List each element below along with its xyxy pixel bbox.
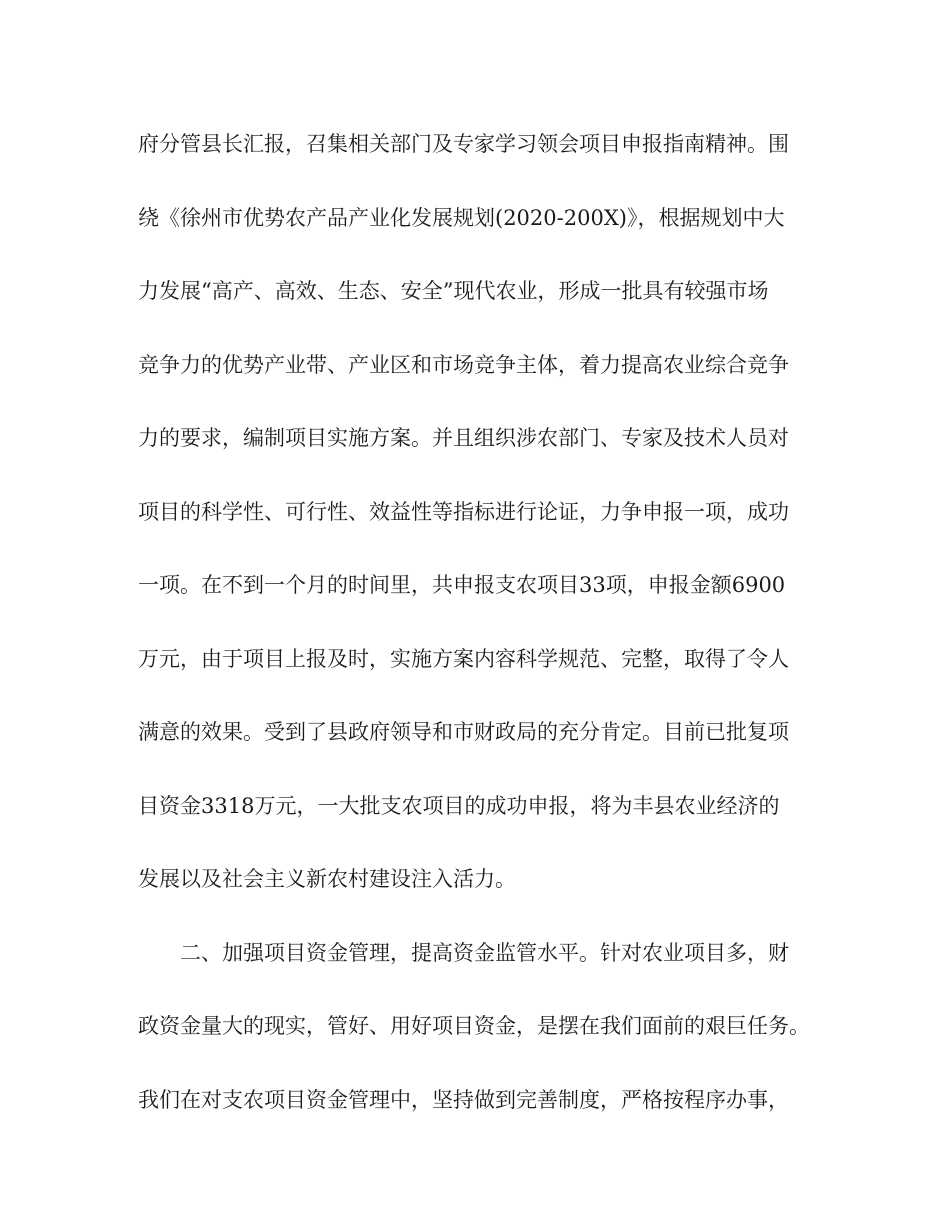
body-text-line: 一项。在不到一个月的时间里，共申报支农项目33项，申报金额6900	[138, 573, 786, 597]
body-text-line: 满意的效果。受到了县政府领导和市财政局的充分肯定。目前已批复项	[138, 720, 789, 744]
body-text-line: 发展以及社会主义新农村建设注入活力。	[138, 867, 516, 891]
body-text-line: 竞争力的优势产业带、产业区和市场竞争主体，着力提高农业综合竞争	[138, 353, 789, 377]
section-heading-line: 二、加强项目资金管理，提高资金监管水平。针对农业项目多，财	[180, 941, 789, 965]
body-text-line: 项目的科学性、可行性、效益性等指标进行论证，力争申报一项，成功	[138, 500, 789, 524]
body-text-line: 力的要求，编制项目实施方案。并且组织涉农部门、专家及技术人员对	[138, 426, 789, 450]
body-text-line: 府分管县长汇报，召集相关部门及专家学习领会项目申报指南精神。围	[138, 132, 789, 156]
body-text-line: 政资金量大的现实，管好、用好项目资金，是摆在我们面前的艰巨任务。	[138, 1014, 810, 1038]
body-text-line: 力发展“高产、高效、生态、安全”现代农业，形成一批具有较强市场	[138, 279, 769, 303]
body-text-line: 我们在对支农项目资金管理中，坚持做到完善制度，严格按程序办事，	[138, 1088, 789, 1112]
body-text-line: 万元，由于项目上报及时，实施方案内容科学规范、完整，取得了令人	[138, 647, 789, 671]
body-text-line: 绕《徐州市优势农产品产业化发展规划(2020-200X)》，根据规划中大	[138, 206, 785, 230]
body-text-line: 目资金3318万元，一大批支农项目的成功申报，将为丰县农业经济的	[138, 794, 780, 818]
